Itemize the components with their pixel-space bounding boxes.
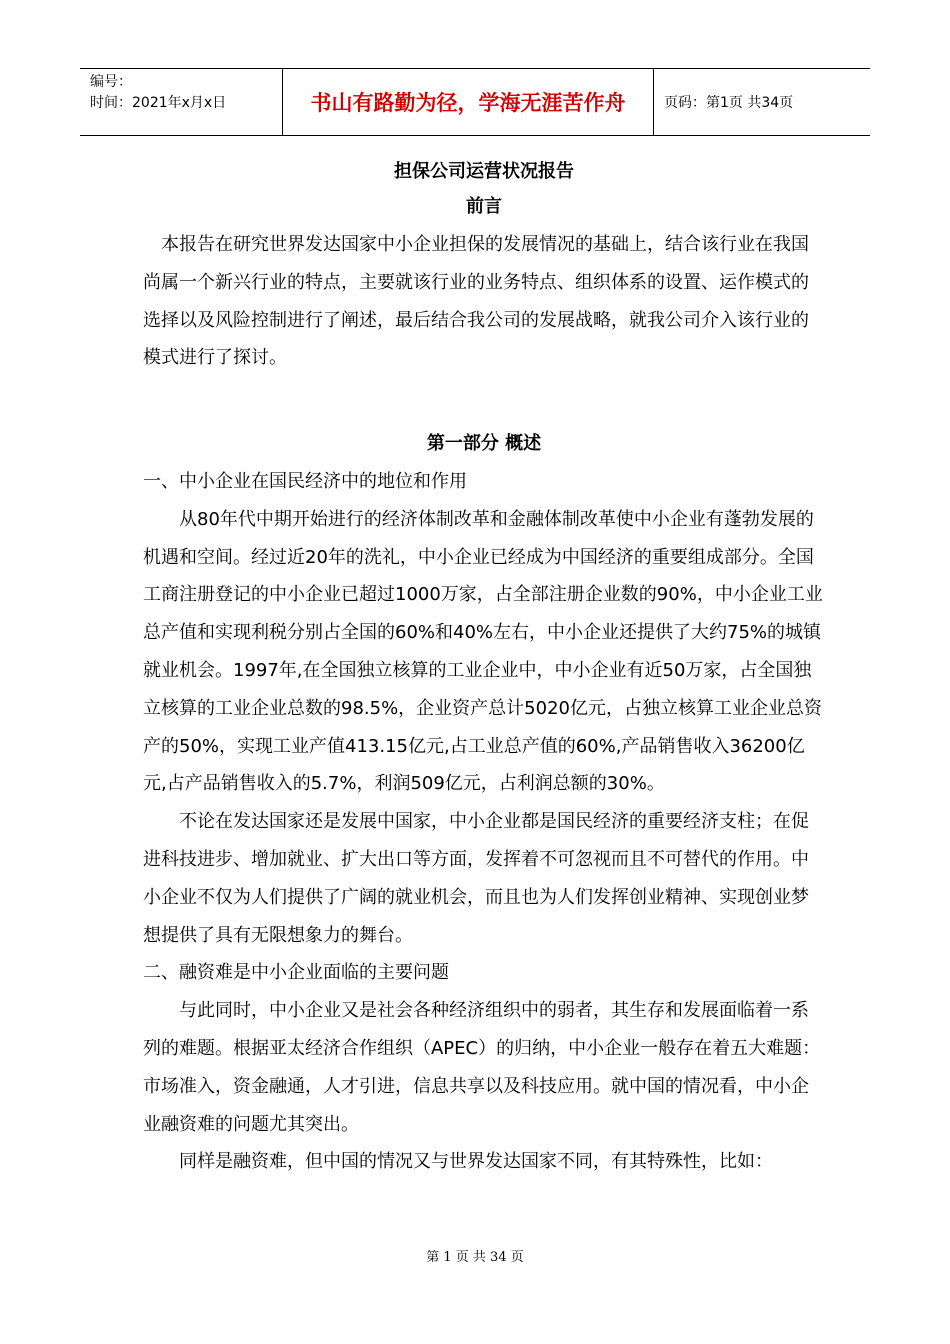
header-page-label: 页码：第1页 共34页 xyxy=(664,95,794,111)
number-label: 编号： xyxy=(90,74,132,90)
section2-heading: 二、融资难是中小企业面临的主要问题 xyxy=(143,962,449,984)
date-label: 时间：2021年x月x日 xyxy=(90,95,227,111)
section2-paragraph-1: 与此同时，中小企业又是社会各种经济组织中的弱者，其生存和发展面临着一系列的难题。根据亚太经济合作组织（APEC）的归纳，中小企业一般存在着五大难题：市场准入，资金融通，人才引进，信息共享以及科技应用。就中国的情况看，中小企业融资难的问题尤其突出。 xyxy=(143,1000,821,1135)
document-title: 担保公司运营状况报告 xyxy=(394,161,574,182)
section2-paragraph-2: 同样是融资难，但中国的情况又与世界发达国家不同，有其特殊性，比如： xyxy=(179,1151,773,1173)
part1-heading: 第一部分 概述 xyxy=(426,433,542,455)
document-body xyxy=(143,156,825,1181)
section-spacer xyxy=(143,377,825,425)
header-table xyxy=(80,68,870,136)
preface-paragraph: 本报告在研究世界发达国家中小企业担保的发展情况的基础上，结合该行业在我国尚属一个新兴行业的特点，主要就该行业的业务特点、组织体系的设置、运作模式的选择以及风险控制进行了阐述，最后结合我公司的发展战略，就我公司介入该行业的模式进行了探讨。 xyxy=(143,234,809,369)
header-motto: 书山有路勤为径，学海无涯苦作舟 xyxy=(282,69,654,135)
preface-heading: 前言 xyxy=(466,196,502,217)
section1-paragraph-2: 不论在发达国家还是发展中国家，中小企业都是国民经济的重要经济支柱；在促进科技进步、增加就业、扩大出口等方面，发挥着不可忽视而且不可替代的作用。中小企业不仅为人们提供了广阔的就业机会，而且也为人们发挥创业精神、实现创业梦想提供了具有无限想象力的舞台。 xyxy=(143,811,809,946)
section1-paragraph-1: 从80年代中期开始进行的经济体制改革和金融体制改革使中小企业有蓬勃发展的机遇和空间。经过近20年的洗礼，中小企业已经成为中国经济的重要组成部分。全国工商注册登记的中小企业已超过1000万家，占全部注册企业数的90%，中小企业工业总产值和实现利税分别占全国的60%和40%左右，中小企业还提供了大约75%的城镇就业机会。1997年,在全国独立核算的工业企业中，中小企业有近50万家，占全国独立核算的工业企业总数的98.5%，企业资产总计5020亿元，占独立核算工业企业总资产的50%，实现工业产值413.15亿元,占工业总产值的60%,产品销售收入36200亿元,占产品销售收入的5.7%，利润509亿元，占利润总额的30%。 xyxy=(143,508,823,795)
page-footer: 第 1 页 共 34 页 xyxy=(426,1250,524,1265)
header-info-cell xyxy=(80,69,282,135)
section1-heading: 一、中小企业在国民经济中的地位和作用 xyxy=(143,470,467,492)
